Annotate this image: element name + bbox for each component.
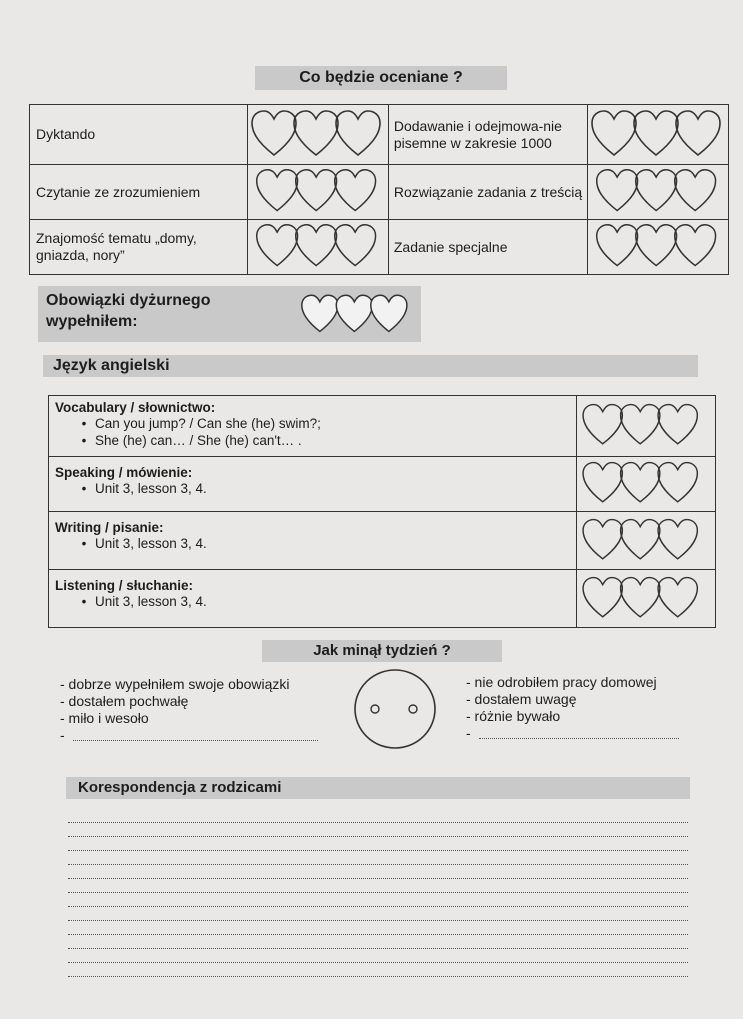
section-title-correspondence: Korespondencja z rodzicami <box>66 777 690 799</box>
bullet-icon: • <box>81 433 87 448</box>
hearts-rating-icon[interactable] <box>577 401 707 451</box>
subject-cell: Rozwiązanie zadania z treścią <box>388 165 587 220</box>
list-item: - nie odrobiłem pracy domowej <box>466 674 657 690</box>
writing-line[interactable] <box>68 948 688 949</box>
table-row <box>30 220 729 275</box>
table-row <box>49 570 716 628</box>
writing-line[interactable] <box>68 934 688 935</box>
duty-box <box>38 286 421 342</box>
table-row <box>30 105 729 165</box>
english-skill-cell: Speaking / mówienie: • Unit 3, lesson 3, 4. <box>49 457 577 512</box>
section-title-week: Jak minął tydzień ? <box>262 640 502 662</box>
list-item: - miło i wesoło <box>60 710 149 726</box>
bullet-icon: • <box>81 594 87 609</box>
writing-line[interactable] <box>68 878 688 879</box>
hearts-cell <box>247 220 388 275</box>
english-skill-cell: Listening / słuchanie: • Unit 3, lesson 3, 4. <box>49 570 577 628</box>
list-item: - różnie bywało <box>466 708 561 724</box>
fill-in-line[interactable] <box>73 740 318 741</box>
list-item[interactable]: - <box>466 725 696 742</box>
bullet-icon: • <box>81 416 87 431</box>
section-title-english: Język angielski <box>43 355 698 377</box>
writing-line[interactable] <box>68 836 688 837</box>
table-row <box>49 396 716 457</box>
subject-cell: Dyktando <box>30 105 248 165</box>
fill-in-line[interactable] <box>479 738 679 739</box>
correspondence-lines[interactable] <box>68 810 688 977</box>
hearts-rating-icon[interactable] <box>248 166 388 218</box>
subject-cell: Zadanie specjalne <box>388 220 587 275</box>
table-row <box>30 165 729 220</box>
writing-line[interactable] <box>68 920 688 921</box>
english-skill-cell: Writing / pisanie: • Unit 3, lesson 3, 4. <box>49 512 577 570</box>
subject-cell: Czytanie ze zrozumieniem <box>30 165 248 220</box>
list-item[interactable]: - <box>60 727 330 744</box>
face-icon[interactable] <box>352 667 438 751</box>
writing-line[interactable] <box>68 822 688 823</box>
list-item: • She (he) can… / She (he) can't… . <box>55 432 570 449</box>
hearts-cell <box>587 105 728 165</box>
hearts-rating-icon[interactable] <box>248 221 388 273</box>
duty-label: Obowiązki dyżurnego wypełniłem: <box>46 292 211 330</box>
hearts-rating-icon[interactable] <box>248 107 388 163</box>
writing-line[interactable] <box>68 864 688 865</box>
list-item: - dostałem pochwałę <box>60 693 189 709</box>
list-item: • Unit 3, lesson 3, 4. <box>55 480 570 497</box>
hearts-rating-icon[interactable] <box>588 221 728 273</box>
hearts-cell <box>587 165 728 220</box>
table-row <box>49 457 716 512</box>
writing-line[interactable] <box>68 892 688 893</box>
writing-line[interactable] <box>68 850 688 851</box>
week-right-list <box>466 674 696 742</box>
list-item: - dobrze wypełniłem swoje obowiązki <box>60 676 290 692</box>
subject-cell: Znajomość tematu „domy, gniazda, nory” <box>30 220 248 275</box>
writing-line[interactable] <box>68 962 688 963</box>
section-title-assessed: Co będzie oceniane ? <box>255 66 507 90</box>
table-row <box>49 512 716 570</box>
week-left-list <box>60 676 330 744</box>
hearts-cell <box>247 105 388 165</box>
hearts-cell <box>577 512 716 570</box>
bullet-icon: • <box>81 536 87 551</box>
list-item: • Unit 3, lesson 3, 4. <box>55 535 570 552</box>
hearts-cell <box>577 396 716 457</box>
subject-cell: Dodawanie i odejmowa-nie pisemne w zakresie 1000 <box>388 105 587 165</box>
list-item: - dostałem uwagę <box>466 691 577 707</box>
list-item: • Unit 3, lesson 3, 4. <box>55 593 570 610</box>
hearts-rating-icon[interactable] <box>294 292 418 338</box>
english-table <box>48 395 716 628</box>
hearts-rating-icon[interactable] <box>577 459 707 509</box>
hearts-rating-icon[interactable] <box>577 574 707 624</box>
hearts-rating-icon[interactable] <box>588 166 728 218</box>
writing-line[interactable] <box>68 976 688 977</box>
hearts-rating-icon[interactable] <box>588 107 728 163</box>
writing-line[interactable] <box>68 906 688 907</box>
english-skill-cell: Vocabulary / słownictwo: • Can you jump? / Can she (he) swim?; • She (he) can… / She (he) can't… . <box>49 396 577 457</box>
list-item: • Can you jump? / Can she (he) swim?; <box>55 415 570 432</box>
hearts-rating-icon[interactable] <box>577 516 707 566</box>
assessment-table <box>29 104 729 275</box>
hearts-cell <box>247 165 388 220</box>
hearts-cell <box>587 220 728 275</box>
hearts-cell <box>577 570 716 628</box>
hearts-cell <box>577 457 716 512</box>
bullet-icon: • <box>81 481 87 496</box>
